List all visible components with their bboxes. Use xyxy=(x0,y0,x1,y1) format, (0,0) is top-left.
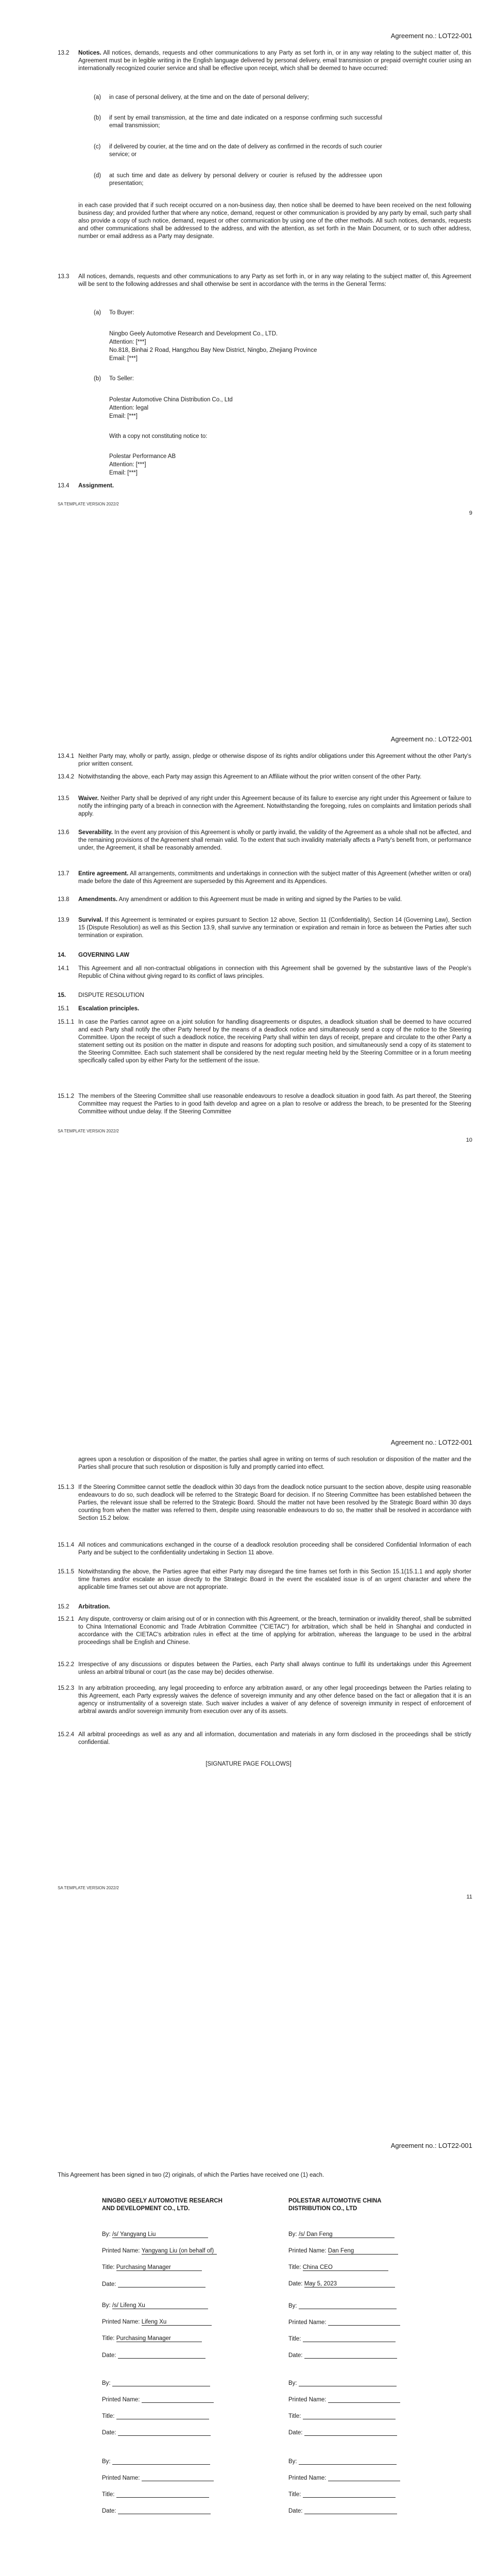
seller-2-by[interactable]: By: xyxy=(288,2302,397,2309)
seller-1-by[interactable]: By: /s/ Dan Feng xyxy=(288,2231,395,2238)
clause-15-1-1: 15.1.1 In case the Parties cannot agree on a joint solution for handling disagreements or disputes, a deadlock situation shall be deemed to have occurred and each Party shall notify the other Party hereof by the means of a deadlock notice and simultaneously send a copy of the notice to the Steering Committee. Upon the receipt of such a deadlock notice, the receiving Party shall within ten days of receipt, prepare and circulate to the other Party a statement setting out its position on the matter in dispute and reasons for adopting such position, and simultaneously send a copy of its statement to the Steering Committee. Each such statement shall be considered by the next regular meeting held by the Steering Committee or in a forum meeting specifically called upon by either Party for the settlement of the issue. xyxy=(58,1019,471,1064)
seller-1-date[interactable]: Date: May 5, 2023 xyxy=(288,2281,395,2287)
clause-13-9: 13.9 Survival. If this Agreement is terminated or expires pursuant to Section 12 above, Section 11 (Confidentiality), Section 14 (Governing Law), Section 15 (Dispute Resolution) as well as this Section 13.9, shall survive any termination or expiration and remain in force as between the Parties after such termination or expiration. xyxy=(58,917,471,939)
seller-3-printed-name[interactable]: Printed Name: xyxy=(288,2396,400,2403)
buyer-1-title[interactable]: Title: Purchasing Manager xyxy=(102,2264,202,2271)
signature-page-follows: [SIGNATURE PAGE FOLLOWS] xyxy=(205,1761,292,1767)
buyer-2-printed-name[interactable]: Printed Name: Lifeng Xu xyxy=(102,2319,212,2326)
agreement-number: Agreement no.: LOT22-001 xyxy=(390,2142,472,2149)
clause-13-2: 13.2 Notices. All notices, demands, requests and other communications to any Party as set forth in, or in any way relating to the subject matter of, this Agreement must be in legible writing in the English language delivered by personal delivery, email transmission or prepaid overnight courier using an internationally recognized courier service and shall be effective upon receipt, which shall be deemed to have occurred: xyxy=(58,50,471,72)
page-footer: SA TEMPLATE VERSION 2022/2 xyxy=(58,1886,119,1890)
page-9 xyxy=(0,0,497,703)
seller-party-name: POLESTAR AUTOMOTIVE CHINA DISTRIBUTION CO., LTD xyxy=(288,2198,382,2212)
buyer-3-by[interactable]: By: xyxy=(102,2380,210,2386)
seller-3-by[interactable]: By: xyxy=(288,2380,397,2386)
clause-13-7: 13.7 Entire agreement. All arrangements, commitments and undertakings in connection with the subject matter of this Agreement (whether written or oral) made before the date of this Agreement are superseded by this Agreement and its Appendices. xyxy=(58,871,471,885)
clause-15-1-2-continued: agrees upon a resolution or disposition of the matter, the parties shall agree in writing on terms of such resolution or disposition of the matter and the Parties shall procure that such resolution or disposition is fully and promptly carried into effect. xyxy=(78,1456,471,1470)
notice-seller-address: Polestar Automotive China Distribution Co., Ltd Attention: legal Email: [***] xyxy=(109,397,233,419)
buyer-2-date[interactable]: Date: xyxy=(102,2352,205,2359)
page-footer: SA TEMPLATE VERSION 2022/2 xyxy=(58,1129,119,1133)
notice-buyer-heading: (a) To Buyer: xyxy=(94,310,134,316)
page-number: 10 xyxy=(466,1137,472,1143)
agreement-number: Agreement no.: LOT22-001 xyxy=(390,32,472,40)
seller-1-title[interactable]: Title: China CEO xyxy=(288,2264,388,2271)
clause-15-1-4: 15.1.4 All notices and communications exchanged in the course of a deadlock resolution proceeding shall be considered Confidential Information of each Party and be subject to the confidentiality undertaking in Section 11 above. xyxy=(58,1542,471,1556)
seller-4-date[interactable]: Date: xyxy=(288,2507,397,2514)
buyer-3-title[interactable]: Title: xyxy=(102,2413,209,2419)
seller-4-by[interactable]: By: xyxy=(288,2458,397,2465)
buyer-2-title[interactable]: Title: Purchasing Manager xyxy=(102,2335,202,2342)
clause-13-6: 13.6 Severability. In the event any provision of this Agreement is wholly or partly invalid, the validity of the Agreement as a whole shall not be affected, and the remaining provisions of the Agreement shall remain valid. To the extent that such invalidity materially affects a Party's benefit from, or performance under, the Agreement, it shall be reasonably amended. xyxy=(58,829,471,851)
seller-2-title[interactable]: Title: xyxy=(288,2335,396,2342)
page-footer: SA TEMPLATE VERSION 2022/2 xyxy=(58,502,119,506)
notice-copy-address: Polestar Performance AB Attention: [***] Email: [***] xyxy=(109,453,176,476)
seller-2-printed-name[interactable]: Printed Name: xyxy=(288,2319,400,2326)
seller-4-title[interactable]: Title: xyxy=(288,2491,396,2498)
clause-13-2-d: (d) at such time and date as delivery by personal delivery or courier is refused by the addressee upon presentation; xyxy=(94,173,382,187)
page-10 xyxy=(0,703,497,1406)
clause-15-1-heading: 15.1 Escalation principles. xyxy=(58,1006,140,1012)
section-15-heading: 15. DISPUTE RESOLUTION xyxy=(58,992,144,998)
signing-intro: This Agreement has been signed in two (2) originals, of which the Parties have received one (1) each. xyxy=(58,2172,324,2178)
page-11 xyxy=(0,1406,497,2110)
section-14-heading: 14. GOVERNING LAW xyxy=(58,952,130,958)
clause-13-8: 13.8 Amendments. Any amendment or addition to this Agreement must be made in writing and signed by the Parties to be valid. xyxy=(58,896,402,903)
page-number: 9 xyxy=(469,510,472,516)
clause-15-1-2: 15.1.2 The members of the Steering Committee shall use reasonable endeavours to resolve a deadlock situation in good faith. As part thereof, the Steering Committee may request the Parties to in good faith develop and agree on a plan to resolve or address the breach, to be presented for the Steering Committee without undue delay. If the Steering Committee xyxy=(58,1093,471,1115)
clause-13-2-a: (a) in case of personal delivery, at the time and on the date of personal delivery; xyxy=(94,94,309,100)
clause-15-2-1: 15.2.1 Any dispute, controversy or claim arising out of or in connection with this Agreement, or the breach, termination or invalidity thereof, shall be submitted to China International Economic and Trade Arbitration Committee ("CIETAC") for arbitration, which shall be held in Shanghai and conducted in accordance with the CIETAC's arbitration rules in effect at the time of applying for arbitration, whereas the language to be used in the arbitral proceedings shall be English and Chinese. xyxy=(58,1616,471,1646)
clause-13-2-c: (c) if delivered by courier, at the time and on the date of delivery as confirmed in the records of such courier service; or xyxy=(94,144,382,158)
seller-3-date[interactable]: Date: xyxy=(288,2429,397,2436)
notice-seller-heading: (b) To Seller: xyxy=(94,376,134,382)
clause-15-2-3: 15.2.3 In any arbitration proceeding, any legal proceeding to enforce any arbitration award, or any other legal proceedings between the Parties relating to this Agreement, each Party expressly waives the defence of sovereign immunity and any other defence based on the fact or allegation that it is an agency or instrumentality of a sovereign state. Such waiver includes a waiver of any defence of sovereign immunity in respect of enforcement of arbitral awards and/or sovereign immunity from execution over any of its assets. xyxy=(58,1685,471,1715)
clause-13-5: 13.5 Waiver. Neither Party shall be deprived of any right under this Agreement because of its failure to exercise any right under this Agreement or failure to notify the infringing party of a breach in connection with the Agreement. Notwithstanding the foregoing, rules on complaints and limitation periods shall apply. xyxy=(58,795,471,817)
clause-15-2-heading: 15.2 Arbitration. xyxy=(58,1604,110,1610)
buyer-4-printed-name[interactable]: Printed Name: xyxy=(102,2475,214,2481)
buyer-2-by[interactable]: By: /s/ Lifeng Xu xyxy=(102,2302,208,2309)
clause-14-1: 14.1 This Agreement and all non-contractual obligations in connection with this Agreement shall be governed by the substantive laws of the People's Republic of China without giving regard to its conflict of laws principles. xyxy=(58,965,471,979)
clause-13-2-b: (b) if sent by email transmission, at the time and date indicated on a response confirming such successful email transmission; xyxy=(94,115,382,129)
seller-4-printed-name[interactable]: Printed Name: xyxy=(288,2475,400,2481)
clause-13-4-1: 13.4.1 Neither Party may, wholly or partly, assign, pledge or otherwise dispose of its rights and/or obligations under this Agreement without the other Party's prior written consent. xyxy=(58,753,471,767)
agreement-number: Agreement no.: LOT22-001 xyxy=(390,735,472,743)
agreement-number: Agreement no.: LOT22-001 xyxy=(390,1438,472,1446)
buyer-1-printed-name[interactable]: Printed Name: Yangyang Liu (on behalf of) xyxy=(102,2248,217,2255)
seller-1-printed-name[interactable]: Printed Name: Dan Feng xyxy=(288,2248,398,2255)
clause-13-4-2: 13.4.2 Notwithstanding the above, each Party may assign this Agreement to an Affiliate without the prior written consent of the other Party. xyxy=(58,774,422,780)
clause-15-1-3: 15.1.3 If the Steering Committee cannot settle the deadlock within 30 days from the deadlock notice pursuant to the section above, despite using reasonable endeavours to do so, such deadlock will be referred to the Strategic Board for decision. If no Steering Committee has been established between the Parties, the relevant issue shall be referred to the Strategic Board. Should the matter not have been resolved by the Strategic Board within 30 days counting from when the matter was referred to them, despite using reasonable endeavours to do so, the matter shall be resolved in accordance with Section 15.2 below. xyxy=(58,1484,471,1521)
clause-15-2-4: 15.2.4 All arbitral proceedings as well as any and all information, documentation and materials in any form disclosed in the proceedings shall be strictly confidential. xyxy=(58,1732,471,1745)
buyer-4-by[interactable]: By: xyxy=(102,2458,210,2465)
seller-3-title[interactable]: Title: xyxy=(288,2413,396,2419)
clause-13-3: 13.3 All notices, demands, requests and other communications to any Party as set forth in, or in any way relating to the subject matter of, this Agreement will be sent to the following addresses and shall otherwise be sent in accordance with the terms in the General Terms: xyxy=(58,274,471,287)
buyer-4-title[interactable]: Title: xyxy=(102,2491,209,2498)
page-number: 11 xyxy=(466,1894,472,1900)
seller-2-date[interactable]: Date: xyxy=(288,2352,397,2359)
clause-13-4-heading: 13.4 Assignment. xyxy=(58,483,114,489)
clause-15-2-2: 15.2.2 Irrespective of any discussions or disputes between the Parties, each Party shall always continue to fulfil its undertakings under this Agreement unless an arbitral tribunal or court (as the case may be) decides otherwise. xyxy=(58,1662,471,1675)
notice-copy-heading: With a copy not constituting notice to: xyxy=(109,433,208,439)
notice-buyer-address: Ningbo Geely Automotive Research and Development Co., LTD. Attention: [***] No.818, Binhai 2 Road, Hangzhou Bay New District, Ningbo, Zhejiang Province Email: [***] xyxy=(109,331,317,362)
page-12 xyxy=(0,2110,497,2576)
buyer-party-name: NINGBO GEELY AUTOMOTIVE RESEARCH AND DEVELOPMENT CO., LTD. xyxy=(102,2198,222,2212)
buyer-3-date[interactable]: Date: xyxy=(102,2429,211,2436)
clause-13-2-closing: in each case provided that if such receipt occurred on a non-business day, then notice shall be deemed to have been received on the next following business day; and provided further that where any notice, demand, request or other communication is provided by any party by email, such party shall also provide a copy of such notice, demand, request or other communication by using one of the other methods. All such notices, demands, requests and other communications shall be addressed to the address, and with the attention, as set forth in the Main Document, or to such other address, number or email address as a Party may designate. xyxy=(78,202,471,240)
buyer-4-date[interactable]: Date: xyxy=(102,2507,211,2514)
buyer-3-printed-name[interactable]: Printed Name: xyxy=(102,2396,214,2403)
buyer-1-by[interactable]: By: /s/ Yangyang Liu xyxy=(102,2231,208,2238)
clause-15-1-5: 15.1.5 Notwithstanding the above, the Parties agree that either Party may disregard the time frames set forth in this Section 15.1(15.1.1 and apply shorter time frames and/or escalate an issue directly to the Strategic Board in the event the escalated issue is of an urgent character and where the applicable time frames set out above are not appropriate. xyxy=(58,1569,471,1590)
buyer-1-date[interactable]: Date: xyxy=(102,2281,205,2287)
